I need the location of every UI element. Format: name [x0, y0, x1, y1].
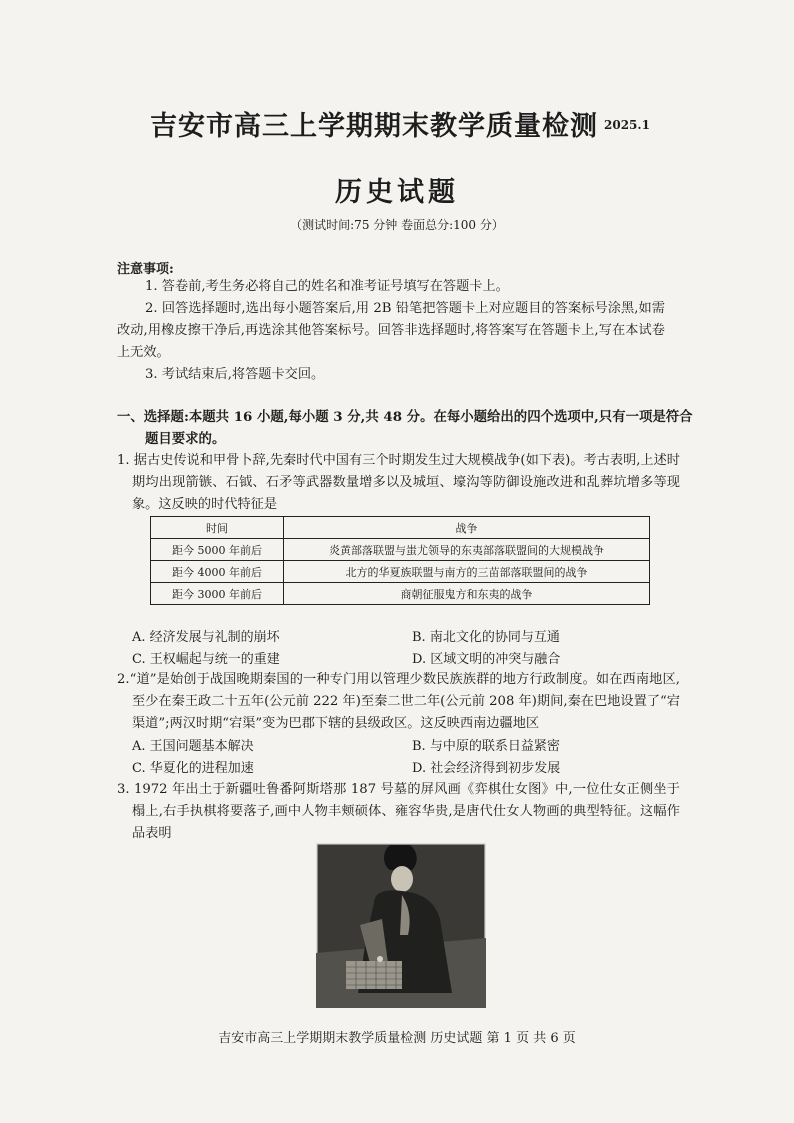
table-header-war: 战争 [284, 517, 650, 539]
q2-option-a: A. 王国问题基本解决 [132, 739, 254, 754]
table-header-time: 时间 [151, 517, 284, 539]
page-footer: 吉安市高三上学期期末教学质量检测 历史试题 第 1 页 共 6 页 [218, 1031, 576, 1046]
table-cell-time: 距今 5000 年前后 [151, 539, 284, 561]
table-header-row [151, 517, 650, 539]
question-1-stem: 1. 据古史传说和甲骨卜辞,先秦时代中国有三个时期发生过大规模战争(如下表)。考古表明,上述时期均出现箭镞、石钺、石矛等武器数量增多以及城垣、壕沟等防御设施改进和乱葬坑增多等现象。这反映的时代特征是 [117, 453, 680, 512]
table-row [151, 561, 650, 583]
table-cell-war: 商朝征服鬼方和东夷的战争 [284, 583, 650, 605]
table-cell-war: 北方的华夏族联盟与南方的三苗部落联盟间的战争 [284, 561, 650, 583]
exam-info: （测试时间:75 分钟 卷面总分:100 分） [290, 218, 504, 232]
notice-heading: 注意事项: [117, 262, 174, 277]
q1-option-d: D. 区域文明的冲突与融合 [412, 652, 561, 667]
table-row [151, 583, 650, 605]
q1-option-b: B. 南北文化的协同与互通 [412, 630, 560, 645]
q1-option-c: C. 王权崛起与统一的重建 [132, 652, 280, 667]
q2-option-c: C. 华夏化的进程加速 [132, 761, 254, 776]
table-cell-time: 距今 3000 年前后 [151, 583, 284, 605]
table-cell-war: 炎黄部落联盟与蚩尤领导的东夷部落联盟间的大规模战争 [284, 539, 650, 561]
q1-option-a: A. 经济发展与礼制的崩坏 [132, 630, 280, 645]
warfare-table [150, 516, 650, 605]
table-row [151, 539, 650, 561]
exam-title: 吉安市高三上学期期末教学质量检测 [150, 111, 598, 142]
table-cell-time: 距今 4000 年前后 [151, 561, 284, 583]
go-playing-lady-painting [316, 843, 486, 1008]
q2-option-b: B. 与中原的联系日益紧密 [412, 739, 560, 754]
section-heading: 一、选择题:本题共 16 小题,每小题 3 分,共 48 分。在每小题给出的四个选项中,只有一项是符合题目要求的。 [117, 409, 693, 447]
notice-item-1: 1. 答卷前,考生务必将自己的姓名和准考证号填写在答题卡上。 [145, 279, 509, 294]
q2-option-d: D. 社会经济得到初步发展 [412, 761, 561, 776]
exam-subtitle: 历史试题 [335, 177, 459, 208]
exam-date: 2025.1 [604, 118, 650, 132]
question-2-stem: 2.“道”是始创于战国晚期秦国的一种专门用以管理少数民族族群的地方行政制度。如在西南地区,至少在秦王政二十五年(公元前 222 年)至秦二世二年(公元前 208 年)期间,秦在巴地设置了“宕渠道”;两汉时期“宕渠”变为巴郡下辖的县级政区。这反映西南边疆地区 [117, 672, 680, 731]
question-3-stem: 3. 1972 年出土于新疆吐鲁番阿斯塔那 187 号墓的屏风画《弈棋仕女图》中,一位仕女正侧坐于榻上,右手执棋将要落子,画中人物丰颊硕体、雍容华贵,是唐代仕女人物画的典型特征。这幅作品表明 [117, 782, 680, 841]
notice-item-2: 2. 回答选择题时,选出每小题答案后,用 2B 铅笔把答题卡上对应题目的答案标号涂黑,如需改动,用橡皮擦干净后,再选涂其他答案标号。回答非选择题时,将答案写在答题卡上,写在本试卷上无效。 [117, 301, 665, 360]
notice-item-3: 3. 考试结束后,将答题卡交回。 [145, 367, 325, 382]
